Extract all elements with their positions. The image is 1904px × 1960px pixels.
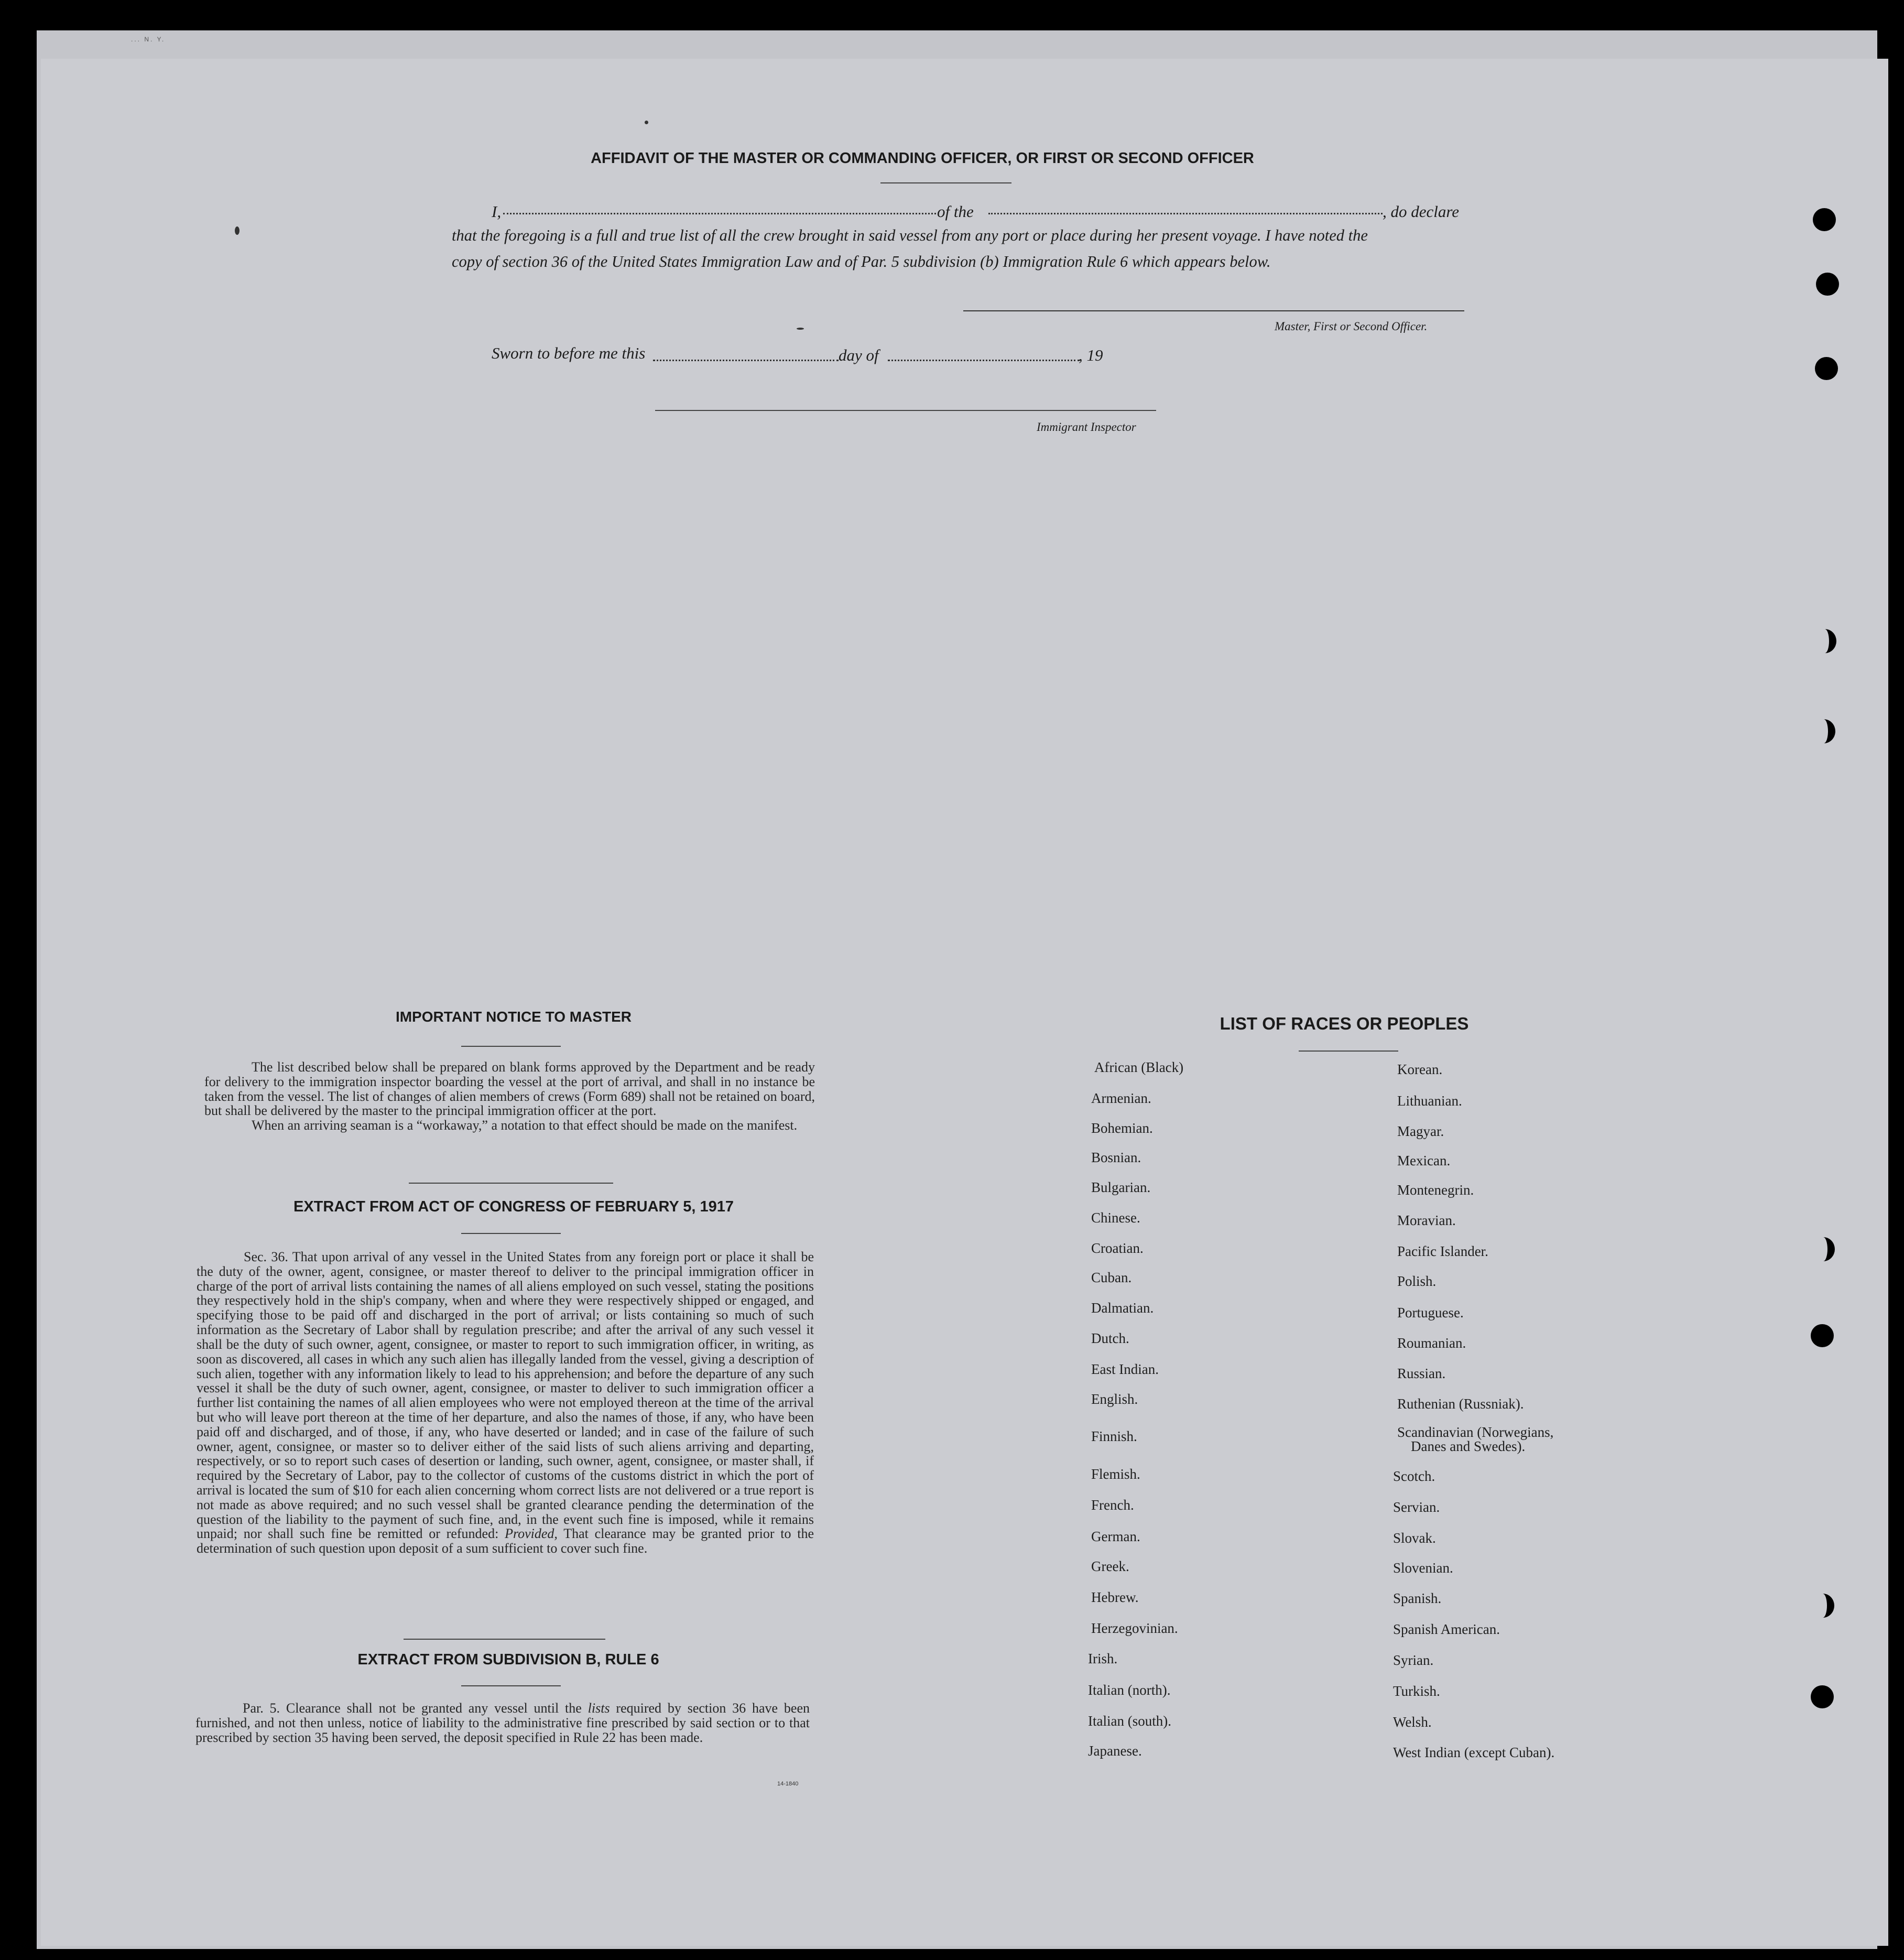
- race-item: Chinese.: [1091, 1210, 1140, 1226]
- races-title: LIST OF RACES OR PEOPLES: [1220, 1014, 1469, 1033]
- act-extract-title-rule: [461, 1233, 561, 1234]
- notice-paragraph-2: When an arriving seaman is a “workaway,” a notation to that effect should be made on the manifest.: [252, 1118, 798, 1133]
- rule-extract-title-rule: [461, 1685, 561, 1686]
- rule-extract-title: EXTRACT FROM SUBDIVISION B, RULE 6: [357, 1651, 659, 1668]
- race-item-continuation: Danes and Swedes).: [1411, 1438, 1526, 1454]
- paper-speck: [645, 121, 648, 124]
- race-item: Montenegrin.: [1397, 1182, 1474, 1198]
- race-item: Armenian.: [1091, 1090, 1151, 1106]
- race-item: Scandinavian (Norwegians,: [1397, 1424, 1554, 1440]
- race-item: Herzegovinian.: [1091, 1620, 1178, 1636]
- sworn-year-label: , 19: [1079, 346, 1103, 364]
- affiant-name-field[interactable]: [503, 213, 936, 214]
- printer-mark: ... N. Y.: [131, 36, 166, 43]
- race-item: Cuban.: [1091, 1270, 1132, 1285]
- race-item: Magyar.: [1397, 1123, 1444, 1139]
- affidavit-declare-label: , do declare: [1383, 202, 1460, 221]
- race-item: Slovenian.: [1393, 1560, 1453, 1576]
- rule-extract-body: [195, 1701, 810, 1745]
- section-divider: [404, 1639, 605, 1640]
- race-item: African (Black): [1094, 1059, 1184, 1075]
- binder-hole: [1815, 357, 1838, 380]
- binder-hole-edge: [1813, 629, 1836, 653]
- master-signature-field[interactable]: [963, 310, 1464, 311]
- race-item: Ruthenian (Russniak).: [1397, 1396, 1524, 1412]
- sworn-month-field[interactable]: [888, 360, 1080, 361]
- master-signature-label: Master, First or Second Officer.: [1275, 320, 1428, 333]
- race-item: Bosnian.: [1091, 1150, 1141, 1165]
- provided-word: Provided,: [505, 1526, 558, 1542]
- race-item: Syrian.: [1393, 1652, 1434, 1668]
- affidavit-line-3: copy of section 36 of the United States Immigration Law and of Par. 5 subdivision (b) Immigration Rule 6 which appears below.: [452, 253, 1271, 270]
- notice-title: IMPORTANT NOTICE TO MASTER: [395, 1009, 632, 1025]
- form-number: 14-1840: [777, 1781, 799, 1787]
- vessel-name-field[interactable]: [988, 213, 1383, 214]
- race-item: Servian.: [1393, 1499, 1440, 1515]
- section-36-text-end: That clearance may be granted prior to the determination of such question upon deposit of a sum sufficient to cover such fine.: [197, 1526, 814, 1556]
- race-item: Spanish.: [1393, 1590, 1442, 1606]
- race-item: Polish.: [1397, 1273, 1437, 1289]
- inspector-label: Immigrant Inspector: [1037, 420, 1136, 434]
- paper-speck: [797, 328, 804, 330]
- act-extract-body: [197, 1250, 814, 1556]
- par-5-text-end: required by section 36 have been furnished, and not then unless, notice of liability to the administrative fine prescribed by said section or to that prescribed by section 35 having been served, the deposit specified in Rule 22 has been made.: [195, 1701, 810, 1745]
- affidavit-i-label: I,: [492, 202, 502, 221]
- binder-hole-edge: [1812, 1237, 1835, 1261]
- paper-speck: [235, 226, 240, 235]
- inspector-signature-field[interactable]: [655, 410, 1156, 411]
- race-item: Flemish.: [1091, 1466, 1140, 1482]
- race-item: Bohemian.: [1091, 1120, 1153, 1136]
- race-item: Slovak.: [1393, 1530, 1436, 1546]
- race-item: West Indian (except Cuban).: [1393, 1745, 1555, 1760]
- binder-hole: [1816, 273, 1839, 296]
- section-36-text: That upon arrival of any vessel in the United States from any foreign port or place it shall be the duty of the owner, agent, consignee, or master thereof to deliver to the principal immigration officer in charge of the port of arrival lists containing the names of all aliens employed on such vessel, stating the positions they respectively hold in the ship's company, when and where they were respectively shipped or engaged, and specifying those to be paid off and discharged in the port of arrival; or lists containing so much of such information as the Secretary of Labor shall by regulation prescribe; and after the arrival of any such vessel it shall be the duty of such owner, agent, consignee, or master to report to such immigration officer, in writing, as soon as discovered, all cases in which any such alien has illegally landed from the vessel, giving a description of such alien, together with any information likely to lead to his apprehension; and before the departure of any such vessel it shall be the duty of such owner, agent, consignee, or master to deliver to such immigration officer a further list containing the names of all alien employees who were not employed thereon at the time of the arrival but who will leave port thereon at the time of her departure, and also the names of those, if any, who have been paid off and discharged, and of those, if any, who have deserted or landed; and in case of the failure of such owner, agent, consignee, or master so to deliver either of the said lists of such aliens arriving and departing, respectively, or so to report such cases of desertion or landing, such owner, agent, consignee, or master shall, if required by the Secretary of Labor, pay to the collector of customs of the customs district in which the port of arrival is located the sum of $10 for each alien concerning whom correct lists are not delivered or a true report is not made as above required; and no such vessel shall be granted clearance pending the determination of the question of the liability to the payment of such fine, and, in the event such fine is imposed, while it remains unpaid; nor shall such fine be remitted or refunded:: [197, 1249, 814, 1542]
- sworn-day-field[interactable]: [653, 360, 839, 361]
- day-of-label: day of: [839, 346, 879, 364]
- race-item: Croatian.: [1091, 1240, 1144, 1256]
- race-item: Dalmatian.: [1091, 1300, 1154, 1316]
- binder-hole: [1811, 1685, 1834, 1708]
- sworn-label: Sworn to before me this: [492, 344, 646, 362]
- affidavit-title-rule: [880, 182, 1011, 183]
- binder-hole: [1813, 208, 1836, 231]
- race-item: Finnish.: [1091, 1428, 1137, 1444]
- race-item: East Indian.: [1091, 1361, 1159, 1377]
- race-item: Italian (south).: [1088, 1713, 1171, 1729]
- binder-hole-edge: [1811, 1594, 1834, 1618]
- race-item: German.: [1091, 1529, 1140, 1544]
- race-item: Portuguese.: [1397, 1305, 1464, 1320]
- race-item: Scotch.: [1393, 1468, 1435, 1484]
- race-item: English.: [1091, 1391, 1138, 1407]
- binder-hole: [1811, 1324, 1834, 1347]
- form-sheet: [41, 59, 1888, 1946]
- affidavit-line-2: that the foregoing is a full and true list of all the crew brought in said vessel from any port or place during her present voyage. I have noted the: [452, 226, 1368, 244]
- affidavit-of-the-label: of the: [937, 202, 974, 221]
- race-item: Pacific Islander.: [1397, 1243, 1488, 1259]
- race-item: Dutch.: [1091, 1330, 1129, 1346]
- race-item: Spanish American.: [1393, 1621, 1500, 1637]
- race-item: Korean.: [1397, 1062, 1443, 1077]
- affidavit-title: AFFIDAVIT OF THE MASTER OR COMMANDING OFFICER, OR FIRST OR SECOND OFFICER: [591, 150, 1254, 167]
- act-extract-title: EXTRACT FROM ACT OF CONGRESS OF FEBRUARY 5, 1917: [293, 1198, 734, 1215]
- notice-title-rule: [461, 1046, 561, 1047]
- notice-paragraph-1: The list described below shall be prepared on blank forms approved by the Department and be ready for delivery to the immigration inspector boarding the vessel at the port of arrival, and shall in no instance be taken from the vessel. The list of changes of alien members of crews (Form 689) shall not be retained on board, but shall be delivered by the master to the principal immigration officer at the port.: [204, 1059, 815, 1119]
- race-item: Mexican.: [1397, 1153, 1451, 1168]
- race-item: Japanese.: [1088, 1743, 1142, 1759]
- lists-word: lists: [587, 1701, 610, 1716]
- race-item: Moravian.: [1397, 1212, 1456, 1228]
- par-5-text: Par. 5. Clearance shall not be granted any vessel until the: [243, 1701, 582, 1716]
- race-item: Irish.: [1088, 1651, 1118, 1666]
- race-item: Hebrew.: [1091, 1589, 1139, 1605]
- race-item: Bulgarian.: [1091, 1179, 1151, 1195]
- binder-hole-edge: [1812, 719, 1835, 743]
- races-title-rule: [1299, 1051, 1398, 1052]
- race-item: Russian.: [1397, 1366, 1446, 1381]
- race-item: Turkish.: [1393, 1683, 1440, 1699]
- race-item: Greek.: [1091, 1558, 1129, 1574]
- section-36-label: Sec. 36.: [244, 1249, 288, 1264]
- race-item: Welsh.: [1393, 1714, 1432, 1730]
- notice-body: [204, 1060, 815, 1133]
- race-item: Lithuanian.: [1397, 1093, 1462, 1109]
- race-item: French.: [1091, 1497, 1134, 1513]
- section-divider: [409, 1183, 613, 1184]
- race-item: Italian (north).: [1088, 1682, 1171, 1698]
- race-item: Roumanian.: [1397, 1335, 1466, 1351]
